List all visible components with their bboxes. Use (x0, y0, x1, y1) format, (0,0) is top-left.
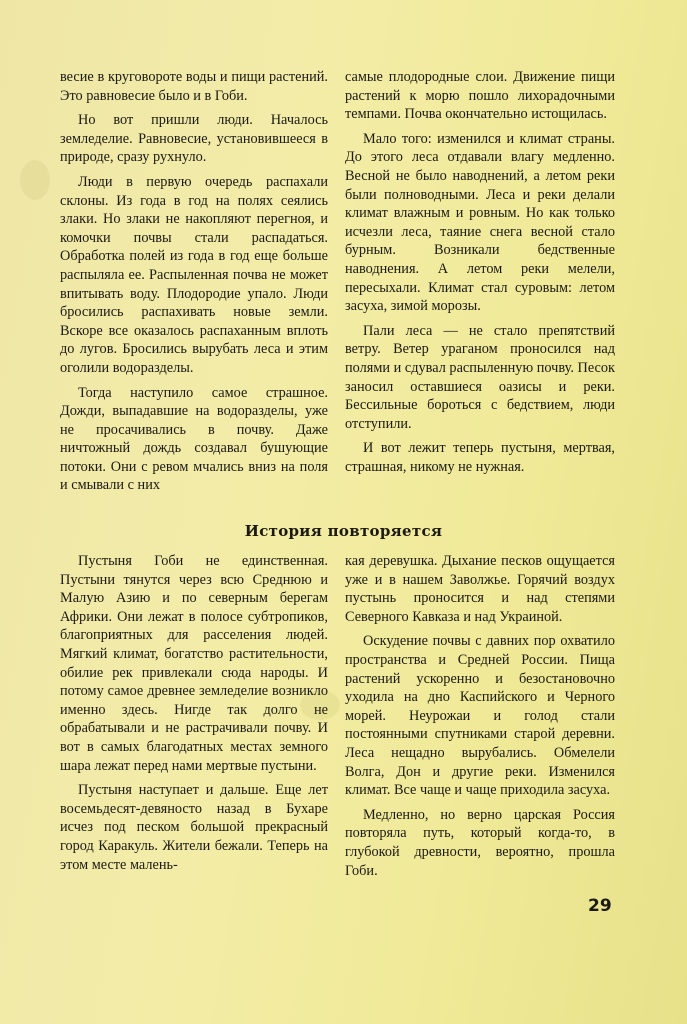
paragraph: Тогда наступило самое страшное. Дожди, выпадавшие на водоразделы, уже не просачивались в почву. Даже ничтожный дождь создавал бушующие потоки. Они с ревом мчались вниз на поля и смывали с них (60, 384, 328, 494)
text-column-2 (345, 68, 615, 482)
paragraph: Пустыня Гоби не единственная. Пустыни тянутся через всю Среднюю и Малую Азию и по северным берегам Африки. Они лежат в полосе субтропиков, благоприятных для расселения людей. Мягкий климат, богатство растительности, обилие рек привлекали сюда народы. И потому самое древнее земледелие возникло именно здесь. Нигде так долго не обрабатывали и не растрачивали почву. И вот в самых благодатных местах земного шара лежат перед нами мертвые пустыни. (60, 553, 328, 774)
text-column-4 (345, 552, 615, 886)
section-heading: История повторяется (244, 522, 443, 540)
text-column-3 (60, 552, 328, 880)
paragraph: И вот лежит теперь пустыня, мертвая, страшная, никому не нужная. (345, 440, 615, 475)
paragraph: весие в круговороте воды и пищи растений. Это равновесие было и в Гоби. (60, 69, 328, 104)
paragraph: кая деревушка. Дыхание песков ощущается уже и в нашем Заволжье. Горячий воздух пустынь проносится и над степями Северного Кавказа и над Украиной. (345, 553, 615, 625)
paragraph: самые плодородные слои. Движение пищи растений к морю пошло лихорадочными темпами. Почва окончательно истощилась. (345, 69, 615, 123)
paragraph: Но вот пришли люди. Началось земледелие. Равновесие, установившееся в природе, сразу рухнуло. (60, 112, 328, 166)
paragraph: Пустыня наступает и дальше. Еще лет восемьдесят-девяносто назад в Бухаре исчез под песком большой прекрасный город Каракуль. Жители бежали. Теперь на этом месте малень- (60, 782, 328, 873)
paper-stain (20, 160, 50, 200)
paragraph: Оскудение почвы с давних пор охватило пространства и Средней России. Пища растений ускоренно и безостановочно уходила на дно Каспийского и Черного морей. Неурожаи и голод стали постоянными спутниками старой деревни. Леса нещадно вырубались. Обмелели Волга, Дон и другие реки. Изменился климат. Все чаще и чаще приходила засуха. (345, 633, 615, 799)
paragraph: Мало того: изменился и климат страны. До этого леса отдавали влагу медленно. Весной не было наводнений, а летом реки были полноводными. Леса и реки делали климат влажным и ровным. Но как только исчезли леса, таяние снега весной стало бурным. Возникали бедственные наводнения. А летом реки мелели, пересыхали. Климат стал суровым: летом засуха, зимой морозы. (345, 130, 615, 315)
page-number: 29 (588, 896, 612, 916)
paragraph: Люди в первую очередь распахали склоны. Из года в год на полях сеялись злаки. Но злаки не накопляют перегноя, и комочки почвы стали распадаться. Обработка полей из года в год еще больше распыляла ее. Распыленная почва не может впитывать воду. Плодородие упало. Люди бросились распахивать новые земли. Вскоре все оказалось распаханным вплоть до лугов. Бросились вырубать леса и этим оголили водоразделы. (60, 173, 328, 376)
paragraph: Медленно, но верно царская Россия повторяла путь, который когда-то, в глубокой древности, вероятно, прошла Гоби. (345, 806, 615, 879)
paragraph: Пали леса — не стало препятствий ветру. Ветер ураганом проносился над полями и сдувал распыленную почву. Песок заносил оставшиеся оазисы и реки. Бессильные бороться с бедствием, люди отступили. (345, 322, 615, 432)
text-column-1 (60, 68, 328, 501)
